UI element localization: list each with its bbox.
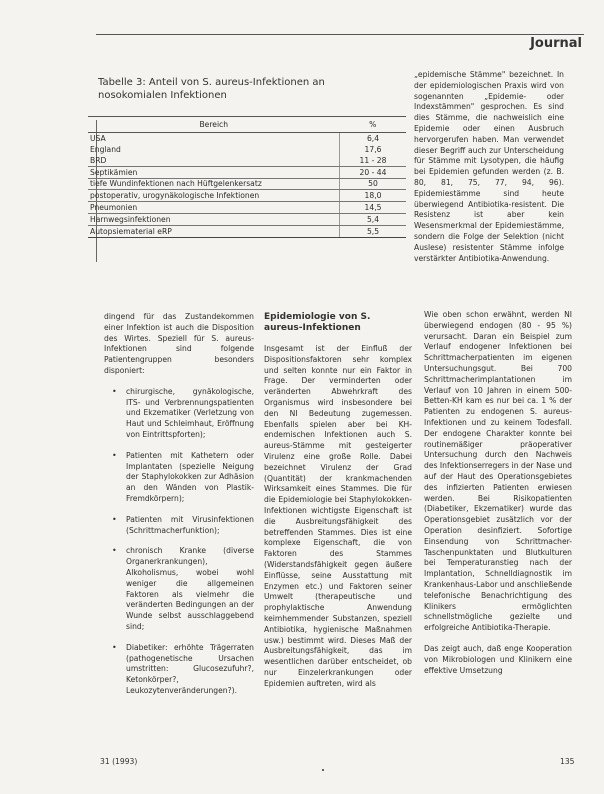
row-label: USA	[90, 134, 106, 144]
row-label: Pneumonien	[88, 202, 340, 214]
bullet-icon: •	[112, 514, 117, 524]
table-title-line-2: nosokomialen Infektionen	[98, 90, 227, 101]
row-label: postoperativ, urogynäkologische Infektionen	[88, 190, 340, 202]
left-column	[104, 312, 254, 707]
table-row	[88, 225, 406, 237]
bullet-icon: •	[112, 546, 117, 556]
list-item	[104, 515, 254, 537]
column-header-area: Bereich	[88, 117, 340, 133]
list-item-text: Patienten mit Virusinfektionen (Schrittmacherfunktion);	[126, 514, 254, 535]
right-column-top	[414, 70, 564, 274]
table-row	[88, 166, 406, 178]
row-value: 11 - 28	[340, 155, 407, 166]
list-item	[104, 387, 254, 441]
list-item-text: chirurgische, gynäkologische, ITS- und Verbrennungspatienten und Ekzematiker (Verletzung von Haut und Schleimhaut, Eröffnung von Eintrittspforten);	[126, 386, 254, 439]
row-value: 5,4	[340, 214, 407, 226]
row-label: Autopsiematerial eRP	[88, 225, 340, 237]
list-item	[104, 643, 254, 697]
paragraph: „epidemische Stämme" bezeichnet. In der epidemiologischen Praxis wird von sogenannten „Epidemie- oder Indexstämmen" gesprochen. Es sind dies Stämme, die nachweislich eine Epidemie oder einen Ausbruch hervorgerufen haben. Man verwendet dieser Begriff auch zur Unterscheidung für Stämme mit Lysotypen, die häufig bei Epidemien gefunden werden (z. B. 80, 81, 75, 77, 94, 96). Epidemiestämme sind heute überwiegend Antibiotika-resistent. Die Resistenz ist aber kein Wesensmerkmal der Epidemiestämme, sondern die Folge der Selektion (nicht Auslese) resistenter Stämme infolge verstärkter Antibiotika-Anwendung.	[414, 70, 564, 263]
list-item	[104, 546, 254, 632]
table-header-row	[88, 117, 406, 133]
row-value: 5,5	[340, 225, 407, 237]
row-label: Harnwegsinfektionen	[88, 214, 340, 226]
row-label: tiefe Wundinfektionen nach Hüftgelenkersatz	[88, 178, 340, 190]
list-item-text: chronisch Kranke (diverse Organerkrankungen), Alkoholismus, wobei wohl weniger die allgemeinen Faktoren als vielmehr die veränderten Bedingungen an der Wunde selbst ausschlaggebend sind;	[126, 546, 254, 631]
row-value: 17,6	[340, 144, 407, 155]
bullet-icon: •	[112, 642, 117, 652]
paragraph: Wie oben schon erwähnt, werden NI überwiegend endogen (80 - 95 %) verursacht. Daran ein Beispiel zum Verlauf endogener Infektionen bei Schrittmacherpatienten im eigenen Untersuchungsgut. Bei 700 Schrittmacherimplantationen im Verlauf von 10 Jahren in einem 500-Betten-KH kam es nur bei ca. 1 % der Patienten zu endogenen S. aureus-Infektionen und zu keinem Todesfall. Der endogene Charakter konnte bei routinemäßiger präoperativer Untersuchung durch den Nachweis des Infektionserregers in der Nase und auf der Haut des Operationsgebietes des infizierten Patienten erwiesen werden. Bei Risikopatienten (Diabetiker, Ekzematiker) wurde das Operationsgebiet zusätzlich vor der Operation desinfiziert. Sofortige Einsendung von Schrittmacher-Taschenpunktaten und Blutkulturen bei Temperaturanstieg nach der Implantation, Schnelldiagnostik im Krankenhaus-Labor und anschließende telefonische Benachrichtigung des Klinikers ermöglichten schnellstmögliche gezielte und erfolgreiche Antibiotika-Therapie.	[424, 310, 572, 633]
table-body	[88, 116, 406, 238]
bullet-icon: •	[112, 450, 117, 460]
section-heading: Epidemiologie von S. aureus-Infektionen	[264, 312, 371, 333]
row-label: BRD	[88, 155, 340, 166]
table-row	[88, 155, 406, 166]
table-row	[88, 190, 406, 202]
table-row	[88, 202, 406, 214]
row-value: 18,0	[340, 190, 407, 202]
paragraph: Das zeigt auch, daß enge Kooperation von Mikrobiologen und Klinikern eine effektive Umsetzung	[424, 643, 572, 675]
row-value: 20 - 44	[340, 166, 407, 178]
table-row	[88, 178, 406, 190]
right-column	[424, 310, 572, 686]
table-row	[88, 133, 406, 144]
table-title-line-1: Tabelle 3: Anteil von S. aureus-Infektionen an	[98, 77, 325, 88]
list-item-text: Patienten mit Kathetern oder Implantaten (spezielle Neigung der Staphylokokken zur Adhäsion an den Wänden von Plastik-Fremdkörpern);	[126, 450, 254, 503]
row-value: 14,5	[340, 202, 407, 214]
middle-column	[264, 312, 412, 700]
page-number: 135	[560, 757, 575, 766]
row-value: 50	[340, 178, 407, 190]
row-value: 6,4	[340, 133, 407, 144]
column-header-percent: %	[340, 117, 407, 133]
list-item-text: Diabetiker: erhöhte Trägerraten (pathogenetische Ursachen umstritten: Glucosezufuhr?, Ketonkörper?, Leukozytenveränderungen?).	[126, 642, 254, 695]
paragraph: Insgesamt ist der Einfluß der Dispositionsfaktoren sehr komplex und selten konnte nur ein Faktor in Frage. Der verminderten oder veränderten Abwehrkraft des Organismus wird insbesondere bei den NI Bedeutung zugemessen. Ebenfalls spielen aber bei KH-endemischen Infektionen auch S. aureus-Stämme mit gesteigerter Virulenz eine große Rolle. Dabei bezeichnet Virulenz der Grad (Quantität) der krankmachenden Wirksamkeit eines Stammes. Die für die Epidemiologie bei Staphylokokken-Infektionen wichtigste Eigenschaft ist die Ausbreitungsfähigkeit des betreffenden Stammes. Dies ist eine komplexe Eigenschaft, die von Faktoren des Stammes (Widerstandsfähigkeit gegen äußere Einflüsse, seine Ausstattung mit Enzymen etc.) und Faktoren seiner Umwelt (therapeutische und prophylaktische Anwendung keimhemmender Substanzen, speziell Antibiotika, hygienische Maßnahmen usw.) bestimmt wird. Dieses Maß der Ausbreitungsfähigkeit, das im wesentlichen darüber entscheidet, ob nur Einzelerkrankungen oder Epidemien auftreten, wird als	[264, 344, 412, 688]
page-dot	[322, 769, 324, 771]
table-row	[88, 144, 406, 155]
list-item	[104, 451, 254, 505]
table-3	[88, 76, 406, 238]
paragraph: dingend für das Zustandekommen einer Infektion ist auch die Disposition des Wirtes. Speziell für S. aureus-Infektionen sind folgende Patientengruppen besonders disponiert:	[104, 312, 254, 375]
disposition-list	[104, 387, 254, 697]
row-label: Septikämien	[88, 166, 340, 178]
table-title	[88, 76, 406, 102]
table-row	[88, 214, 406, 226]
header-rule	[96, 34, 584, 35]
footer-volume: 31 (1993)	[100, 757, 138, 766]
bullet-icon: •	[112, 386, 117, 396]
row-label: England	[90, 144, 121, 154]
journal-label: Journal	[530, 36, 582, 51]
